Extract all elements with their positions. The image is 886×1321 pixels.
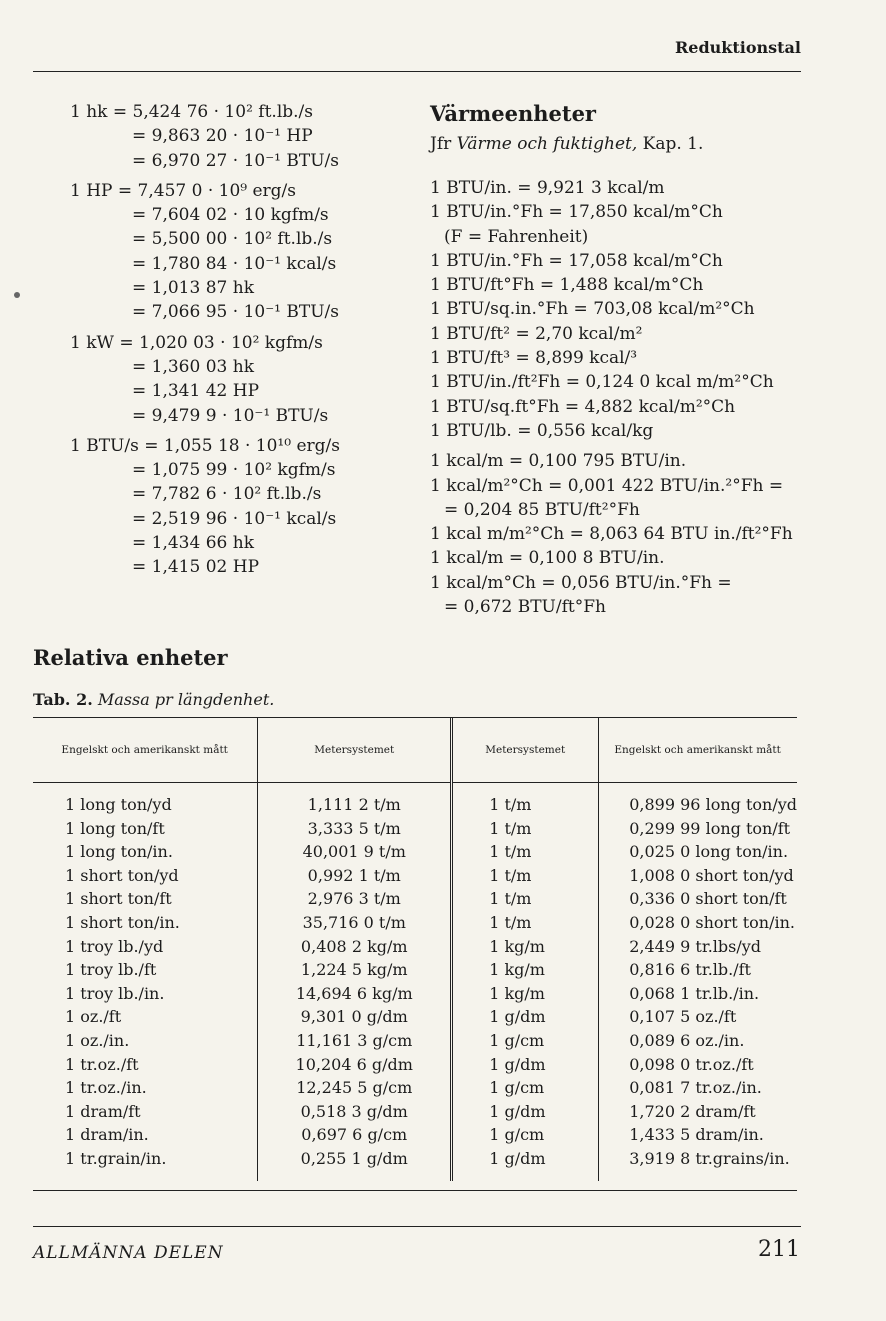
table-cell: 0,336 0 short ton/ft (599, 887, 797, 911)
conversion-line: = 2,519 96 · 10⁻¹ kcal/s (132, 508, 337, 529)
table-cell: 0,068 1 tr.lb./in. (599, 982, 797, 1006)
conversion-line: 1 kcal m/m²°Ch = 8,063 64 BTU in./ft²°Fh (430, 524, 793, 545)
conversion-line: 1 BTU/in.°Fh = 17,058 kcal/m°Ch (430, 250, 723, 271)
table-cell: 0,089 6 oz./in. (599, 1029, 797, 1053)
table-cell: 1,008 0 short ton/yd (599, 864, 797, 888)
table-cell: 9,301 0 g/dm (258, 1005, 452, 1029)
table-cell: 0,107 5 oz./ft (599, 1005, 797, 1029)
table-cell: 1 dram/in. (65, 1125, 149, 1145)
conversion-line: = 9,479 9 · 10⁻¹ BTU/s (132, 405, 329, 426)
conversion-line: = 1,341 42 HP (132, 381, 260, 402)
conversion-line: 1 BTU/lb. = 0,556 kcal/kg (430, 420, 654, 441)
table-cell: 1,111 2 t/m (258, 793, 452, 817)
table-cell: 3,333 5 t/m (258, 817, 452, 841)
table-cell: 1 t/m (452, 864, 599, 888)
table-cell: 1 tr.oz./in. (65, 1078, 147, 1098)
section-title-varmeenheter: Värmeenheter (430, 101, 597, 126)
scan-mark (14, 292, 20, 298)
table-cell: 1 short ton/ft (65, 889, 172, 909)
table-row (33, 887, 797, 911)
table-cell: 1 long ton/yd (65, 795, 172, 814)
table-cell: 1 kg/m (452, 958, 599, 982)
table-cell: 1 tr.grain/in. (65, 1148, 167, 1168)
table-cell: 1,433 5 dram/in. (599, 1123, 797, 1147)
section-title-relativa: Relativa enheter (33, 645, 228, 670)
running-header: Reduktionstal (675, 38, 801, 57)
conversion-line: = 1,075 99 · 10² kgfm/s (132, 460, 336, 481)
table-cell: 0,899 96 long ton/yd (599, 793, 797, 817)
conversion-line: 1 hk = 5,424 76 · 10² ft.lb./s (70, 102, 313, 122)
table-row (33, 911, 797, 935)
table-cell: 40,001 9 t/m (258, 840, 452, 864)
conversion-line: = 5,500 00 · 10² ft.lb./s (132, 229, 333, 250)
table-cell: 0,025 0 long ton/in. (599, 840, 797, 864)
conversion-line: = 1,434 66 hk (132, 533, 255, 554)
conversion-line: = 1,360 03 hk (132, 356, 255, 377)
table-cell: 3,919 8 tr.grains/in. (599, 1147, 797, 1171)
table-bottom-rule (33, 1190, 797, 1191)
table-cell: 1 t/m (452, 911, 599, 935)
table-cell: 1 g/cm (452, 1029, 599, 1053)
conversion-line: 1 BTU/ft³ = 8,899 kcal/³ (430, 348, 638, 369)
conversion-line: 1 BTU/ft² = 2,70 kcal/m² (430, 323, 643, 344)
conversion-line: = 6,970 27 · 10⁻¹ BTU/s (132, 150, 339, 171)
table-cell: 0,255 1 g/dm (258, 1147, 452, 1171)
table-cell: 1 t/m (452, 793, 599, 817)
table-cell: 0,992 1 t/m (258, 864, 452, 888)
conversion-line: 1 BTU/ft°Fh = 1,488 kcal/m°Ch (430, 275, 704, 296)
conversion-line: 1 kW = 1,020 03 · 10² kgfm/s (70, 332, 323, 353)
conversion-line: 1 BTU/s = 1,055 18 · 10¹⁰ erg/s (70, 435, 340, 456)
table-cell: 2,976 3 t/m (258, 887, 452, 911)
footer-rule (33, 1226, 801, 1227)
table-row (33, 982, 797, 1006)
table-row (33, 1029, 797, 1053)
conversion-line: = 1,780 84 · 10⁻¹ kcal/s (132, 253, 337, 274)
table-cell: 0,098 0 tr.oz./ft (599, 1053, 797, 1077)
table-row (33, 1100, 797, 1124)
table-cell: 1 g/dm (452, 1053, 599, 1077)
table-row (33, 817, 797, 841)
conversion-line: 1 BTU/in.°Fh = 17,850 kcal/m°Ch (430, 202, 723, 223)
table-row (33, 793, 797, 817)
conversion-line: = 7,782 6 · 10² ft.lb./s (132, 484, 322, 505)
table-cell: 1 g/cm (452, 1123, 599, 1147)
table-cell: 1 oz./in. (65, 1030, 130, 1050)
table-cell: 1 t/m (452, 887, 599, 911)
header-cell: Metersystemet (452, 718, 599, 783)
section-subtitle: Jfr Värme och fuktighet, Kap. 1. (430, 134, 704, 154)
table-row (33, 1123, 797, 1147)
table-cell: 0,816 6 tr.lb./ft (599, 958, 797, 982)
table-cell: 0,408 2 kg/m (258, 935, 452, 959)
conversion-line: = 1,013 87 hk (132, 278, 255, 299)
conversion-line: 1 kcal/m = 0,100 795 BTU/in. (430, 451, 687, 472)
header-cell: Metersystemet (258, 718, 452, 783)
table-cell: 1 long ton/in. (65, 842, 173, 862)
conversion-line: = 1,415 02 HP (132, 557, 260, 578)
conversion-line: = 7,066 95 · 10⁻¹ BTU/s (132, 302, 339, 323)
header-rule (33, 71, 801, 72)
conversion-line: 1 BTU/in. = 9,921 3 kcal/m (430, 178, 665, 198)
table-cell: 1 t/m (452, 817, 599, 841)
table-cell: 1 troy lb./ft (65, 960, 157, 980)
table-cell: 1 tr.oz./ft (65, 1054, 139, 1074)
header-cell: Engelskt och amerikanskt mått (599, 718, 797, 783)
mass-per-length-table (33, 718, 797, 1181)
conversion-line: = 0,204 85 BTU/ft²°Fh (444, 499, 640, 520)
table-cell: 11,161 3 g/cm (258, 1029, 452, 1053)
conversion-line: = 9,863 20 · 10⁻¹ HP (132, 126, 313, 147)
table-cell: 0,697 6 g/cm (258, 1123, 452, 1147)
conversion-line: = 7,604 02 · 10 kgfm/s (132, 205, 329, 226)
table-row (33, 958, 797, 982)
table-row (33, 840, 797, 864)
table-cell: 1 kg/m (452, 935, 599, 959)
power-conversions (70, 100, 400, 580)
conversion-line: 1 BTU/sq.in.°Fh = 703,08 kcal/m²°Ch (430, 299, 755, 320)
table-cell: 1 short ton/yd (65, 865, 179, 885)
conversion-line: = 0,672 BTU/ft°Fh (444, 597, 606, 618)
table-cell: 1 kg/m (452, 982, 599, 1006)
table-row (33, 1147, 797, 1171)
table-cell: 14,694 6 kg/m (258, 982, 452, 1006)
table-cell: 0,299 99 long ton/ft (599, 817, 797, 841)
table-row (33, 1005, 797, 1029)
table-cell: 1 g/dm (452, 1100, 599, 1124)
table-cell: 1 long ton/ft (65, 818, 165, 838)
table-cell: 1 g/cm (452, 1076, 599, 1100)
table-row (33, 1053, 797, 1077)
conversion-line: 1 kcal/m = 0,100 8 BTU/in. (430, 548, 665, 569)
table-cell: 12,245 5 g/cm (258, 1076, 452, 1100)
conversion-line: (F = Fahrenheit) (444, 226, 589, 247)
table-cell: 2,449 9 tr.lbs/yd (599, 935, 797, 959)
table-row (33, 1076, 797, 1100)
footer-section: ALLMÄNNA DELEN (33, 1243, 224, 1263)
table-cell: 0,028 0 short ton/in. (599, 911, 797, 935)
table-cell: 0,081 7 tr.oz./in. (599, 1076, 797, 1100)
table-cell: 35,716 0 t/m (258, 911, 452, 935)
table-cell: 1 troy lb./yd (65, 936, 164, 956)
conversion-line: 1 BTU/sq.ft°Fh = 4,882 kcal/m²°Ch (430, 396, 736, 417)
table-cell: 1 short ton/in. (65, 912, 180, 932)
table-cell: 0,518 3 g/dm (258, 1100, 452, 1124)
table-cell: 10,204 6 g/dm (258, 1053, 452, 1077)
conversion-line: 1 kcal/m²°Ch = 0,001 422 BTU/in.²°Fh = (430, 475, 784, 496)
table-row (33, 864, 797, 888)
table-cell: 1,224 5 kg/m (258, 958, 452, 982)
conversion-line: 1 kcal/m°Ch = 0,056 BTU/in.°Fh = (430, 572, 732, 593)
table-cell: 1 t/m (452, 840, 599, 864)
table-cell: 1 oz./ft (65, 1007, 122, 1027)
conversion-line: 1 HP = 7,457 0 · 10⁹ erg/s (70, 180, 297, 201)
table-cell: 1 g/dm (452, 1147, 599, 1171)
table-caption: Tab. 2. Massa pr längdenhet. (33, 690, 275, 709)
table-cell: 1 g/dm (452, 1005, 599, 1029)
page-number: 211 (758, 1237, 800, 1262)
header-cell: Engelskt och amerikanskt mått (33, 718, 258, 783)
table-header-row (33, 718, 797, 783)
table-row (33, 935, 797, 959)
heat-conversions (430, 176, 800, 619)
table-cell: 1 troy lb./in. (65, 983, 165, 1003)
conversion-line: 1 BTU/in./ft²Fh = 0,124 0 kcal m/m²°Ch (430, 372, 774, 393)
table-cell: 1 dram/ft (65, 1101, 141, 1121)
table-cell: 1,720 2 dram/ft (599, 1100, 797, 1124)
